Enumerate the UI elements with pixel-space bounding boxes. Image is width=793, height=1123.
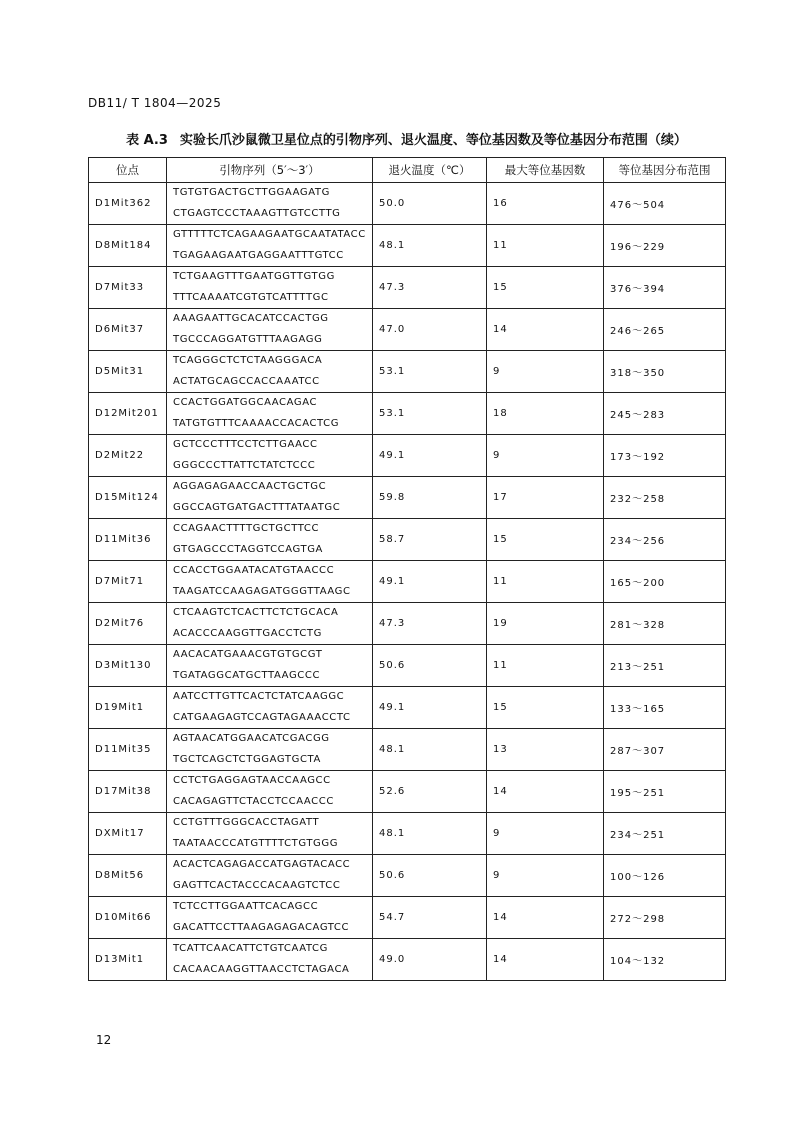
- annealing-temp-cell: 47.0: [373, 309, 487, 351]
- annealing-temp-cell: 53.1: [373, 393, 487, 435]
- table-row: [89, 603, 726, 645]
- locus-cell: D10Mit66: [89, 897, 167, 939]
- allele-range-cell: 234～251: [604, 813, 726, 855]
- primer-sequence-cell: [167, 183, 373, 225]
- table-caption: [88, 129, 725, 148]
- primer-table: [88, 157, 726, 981]
- locus-cell: D12Mit201: [89, 393, 167, 435]
- table-row: [89, 645, 726, 687]
- forward-primer: ACACTCAGAGACCATGAGTACACC: [173, 859, 351, 870]
- locus-cell: D11Mit36: [89, 519, 167, 561]
- annealing-temp-cell: 50.0: [373, 183, 487, 225]
- primer-sequence-cell: [167, 477, 373, 519]
- primer-sequence-cell: [167, 771, 373, 813]
- max-alleles-cell: 11: [487, 561, 604, 603]
- reverse-primer: TTTCAAAATCGTGTCATTTTGC: [173, 291, 329, 303]
- reverse-primer: TGATAGGCATGCTTAAGCCC: [173, 669, 321, 681]
- annealing-temp-cell: 49.1: [373, 435, 487, 477]
- reverse-primer: CACAACAAGGTTAACCTCTAGACA: [173, 963, 350, 975]
- reverse-primer: CACAGAGTTCTACCTCCAACCC: [173, 795, 334, 807]
- annealing-temp-cell: 49.0: [373, 939, 487, 981]
- forward-primer: TCAGGGCTCTCTAAGGGACA: [173, 355, 323, 366]
- primer-sequence-cell: [167, 855, 373, 897]
- reverse-primer: GTGAGCCCTAGGTCCAGTGA: [173, 543, 323, 555]
- max-alleles-cell: 19: [487, 603, 604, 645]
- primer-sequence-cell: [167, 813, 373, 855]
- allele-range-cell: 318～350: [604, 351, 726, 393]
- reverse-primer: GAGTTCACTACCCACAAGTCTCC: [173, 879, 341, 891]
- primer-sequence-cell: [167, 267, 373, 309]
- allele-range-cell: 195～251: [604, 771, 726, 813]
- annealing-temp-cell: 49.1: [373, 687, 487, 729]
- max-alleles-cell: 14: [487, 309, 604, 351]
- reverse-primer: CTGAGTCCCTAAAGTTGTCCTTG: [173, 207, 341, 219]
- primer-sequence-cell: [167, 897, 373, 939]
- allele-range-cell: 232～258: [604, 477, 726, 519]
- forward-primer: AACACATGAAACGTGTGCGT: [173, 649, 323, 660]
- reverse-primer: TATGTGTTTCAAAACCACACTCG: [173, 417, 340, 429]
- locus-cell: D6Mit37: [89, 309, 167, 351]
- reverse-primer: ACTATGCAGCCACCAAATCC: [173, 375, 320, 387]
- max-alleles-cell: 18: [487, 393, 604, 435]
- annealing-temp-cell: 49.1: [373, 561, 487, 603]
- allele-range-cell: 133～165: [604, 687, 726, 729]
- allele-range-cell: 196～229: [604, 225, 726, 267]
- max-alleles-cell: 9: [487, 813, 604, 855]
- forward-primer: TCATTCAACATTCTGTCAATCG: [173, 943, 328, 954]
- max-alleles-cell: 9: [487, 435, 604, 477]
- table-row: [89, 687, 726, 729]
- forward-primer: CTCAAGTCTCACTTCTCTGCACA: [173, 607, 339, 618]
- reverse-primer: TGAGAAGAATGAGGAATTTGTCC: [173, 249, 344, 261]
- table-row: [89, 183, 726, 225]
- primer-sequence-cell: [167, 729, 373, 771]
- allele-range-cell: 165～200: [604, 561, 726, 603]
- table-row: [89, 477, 726, 519]
- locus-cell: D1Mit362: [89, 183, 167, 225]
- column-header-allele-range: 等位基因分布范围: [604, 158, 726, 183]
- max-alleles-cell: 9: [487, 351, 604, 393]
- annealing-temp-cell: 50.6: [373, 645, 487, 687]
- locus-cell: D5Mit31: [89, 351, 167, 393]
- primer-sequence-cell: [167, 309, 373, 351]
- annealing-temp-cell: 48.1: [373, 813, 487, 855]
- forward-primer: TCTCCTTGGAATTCACAGCC: [173, 901, 319, 912]
- allele-range-cell: 213～251: [604, 645, 726, 687]
- primer-sequence-cell: [167, 603, 373, 645]
- allele-range-cell: 281～328: [604, 603, 726, 645]
- column-header-primer-sequence: 引物序列（5′～3′）: [167, 158, 373, 183]
- forward-primer: CCTCTGAGGAGTAACCAAGCC: [173, 775, 331, 786]
- forward-primer: GTTTTTCTCAGAAGAATGCAATATACC: [173, 229, 366, 240]
- max-alleles-cell: 17: [487, 477, 604, 519]
- max-alleles-cell: 15: [487, 687, 604, 729]
- allele-range-cell: 476～504: [604, 183, 726, 225]
- max-alleles-cell: 15: [487, 519, 604, 561]
- primer-sequence-cell: [167, 435, 373, 477]
- allele-range-cell: 245～283: [604, 393, 726, 435]
- table-row: [89, 897, 726, 939]
- table-title: 实验长爪沙鼠微卫星位点的引物序列、退火温度、等位基因数及等位基因分布范围（续）: [179, 133, 687, 148]
- allele-range-cell: 104～132: [604, 939, 726, 981]
- allele-range-cell: 287～307: [604, 729, 726, 771]
- primer-sequence-cell: [167, 561, 373, 603]
- reverse-primer: GGGCCCTTATTCTATCTCCC: [173, 459, 316, 471]
- forward-primer: CCACCTGGAATACATGTAACCC: [173, 565, 335, 576]
- table-row: [89, 267, 726, 309]
- max-alleles-cell: 16: [487, 183, 604, 225]
- table-row: [89, 561, 726, 603]
- forward-primer: AATCCTTGTTCACTCTATCAAGGC: [173, 691, 345, 702]
- reverse-primer: CATGAAGAGTCCAGTAGAAACCTC: [173, 711, 351, 723]
- forward-primer: CCTGTTTGGGCACCTAGATT: [173, 817, 320, 828]
- locus-cell: D15Mit124: [89, 477, 167, 519]
- max-alleles-cell: 14: [487, 939, 604, 981]
- reverse-primer: TGCTCAGCTCTGGAGTGCTA: [173, 753, 321, 765]
- table-row: [89, 771, 726, 813]
- max-alleles-cell: 14: [487, 771, 604, 813]
- annealing-temp-cell: 50.6: [373, 855, 487, 897]
- locus-cell: D8Mit184: [89, 225, 167, 267]
- locus-cell: D2Mit76: [89, 603, 167, 645]
- annealing-temp-cell: 53.1: [373, 351, 487, 393]
- annealing-temp-cell: 54.7: [373, 897, 487, 939]
- locus-cell: D3Mit130: [89, 645, 167, 687]
- locus-cell: DXMit17: [89, 813, 167, 855]
- table-number: 表 A.3: [126, 133, 168, 148]
- max-alleles-cell: 13: [487, 729, 604, 771]
- table-header-row: [89, 158, 726, 183]
- forward-primer: CCACTGGATGGCAACAGAC: [173, 397, 318, 408]
- table-row: [89, 435, 726, 477]
- max-alleles-cell: 11: [487, 645, 604, 687]
- table-row: [89, 225, 726, 267]
- allele-range-cell: 234～256: [604, 519, 726, 561]
- locus-cell: D7Mit33: [89, 267, 167, 309]
- annealing-temp-cell: 47.3: [373, 267, 487, 309]
- max-alleles-cell: 9: [487, 855, 604, 897]
- table-row: [89, 351, 726, 393]
- reverse-primer: GGCCAGTGATGACTTTATAATGC: [173, 501, 341, 513]
- forward-primer: AGTAACATGGAACATCGACGG: [173, 733, 330, 744]
- reverse-primer: ACACCCAAGGTTGACCTCTG: [173, 627, 322, 639]
- reverse-primer: GACATTCCTTAAGAGAGACAGTCC: [173, 921, 350, 933]
- annealing-temp-cell: 48.1: [373, 225, 487, 267]
- forward-primer: TCTGAAGTTTGAATGGTTGTGG: [173, 271, 335, 282]
- primer-sequence-cell: [167, 687, 373, 729]
- allele-range-cell: 246～265: [604, 309, 726, 351]
- forward-primer: GCTCCCTTTCCTCTTGAACC: [173, 439, 318, 450]
- reverse-primer: TAATAACCCATGTTTTCTGTGGG: [173, 837, 339, 849]
- allele-range-cell: 376～394: [604, 267, 726, 309]
- primer-sequence-cell: [167, 645, 373, 687]
- reverse-primer: TGCCCAGGATGTTTAAGAGG: [173, 333, 323, 345]
- primer-sequence-cell: [167, 519, 373, 561]
- annealing-temp-cell: 58.7: [373, 519, 487, 561]
- forward-primer: AAAGAATTGCACATCCACTGG: [173, 313, 329, 324]
- annealing-temp-cell: 52.6: [373, 771, 487, 813]
- primer-sequence-cell: [167, 393, 373, 435]
- table-row: [89, 813, 726, 855]
- primer-sequence-cell: [167, 351, 373, 393]
- table-row: [89, 855, 726, 897]
- locus-cell: D11Mit35: [89, 729, 167, 771]
- forward-primer: CCAGAACTTTTGCTGCTTCC: [173, 523, 320, 534]
- allele-range-cell: 173～192: [604, 435, 726, 477]
- column-header-max-alleles: 最大等位基因数: [487, 158, 604, 183]
- max-alleles-cell: 15: [487, 267, 604, 309]
- locus-cell: D13Mit1: [89, 939, 167, 981]
- column-header-annealing-temp: 退火温度（℃）: [373, 158, 487, 183]
- reverse-primer: TAAGATCCAAGAGATGGGTTAAGC: [173, 585, 351, 597]
- locus-cell: D7Mit71: [89, 561, 167, 603]
- table-row: [89, 939, 726, 981]
- max-alleles-cell: 14: [487, 897, 604, 939]
- column-header-locus: 位点: [89, 158, 167, 183]
- table-row: [89, 309, 726, 351]
- forward-primer: TGTGTGACTGCTTGGAAGATG: [173, 187, 330, 198]
- annealing-temp-cell: 47.3: [373, 603, 487, 645]
- table-row: [89, 519, 726, 561]
- locus-cell: D19Mit1: [89, 687, 167, 729]
- allele-range-cell: 100～126: [604, 855, 726, 897]
- locus-cell: D8Mit56: [89, 855, 167, 897]
- table-row: [89, 393, 726, 435]
- primer-sequence-cell: [167, 225, 373, 267]
- standard-code: DB11/ T 1804—2025: [88, 96, 222, 110]
- annealing-temp-cell: 48.1: [373, 729, 487, 771]
- table-row: [89, 729, 726, 771]
- table-body: [89, 183, 726, 981]
- max-alleles-cell: 11: [487, 225, 604, 267]
- allele-range-cell: 272～298: [604, 897, 726, 939]
- page-number: 12: [96, 1033, 112, 1047]
- primer-sequence-cell: [167, 939, 373, 981]
- locus-cell: D17Mit38: [89, 771, 167, 813]
- annealing-temp-cell: 59.8: [373, 477, 487, 519]
- forward-primer: AGGAGAGAACCAACTGCTGC: [173, 481, 327, 492]
- locus-cell: D2Mit22: [89, 435, 167, 477]
